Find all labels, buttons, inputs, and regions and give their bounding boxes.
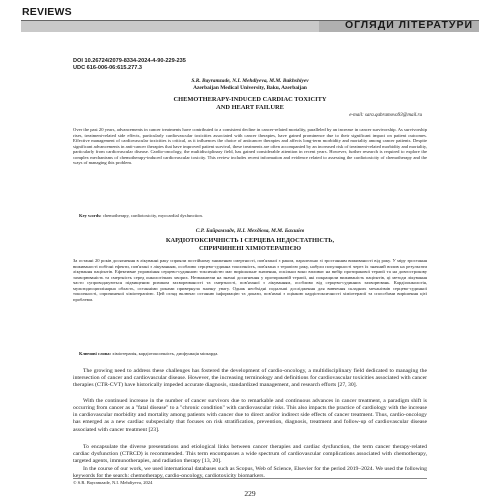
section-label-en: REVIEWS (22, 6, 72, 18)
keywords-en-label: Key words: (79, 213, 102, 218)
title-uk-line1: КАРДІОТОКСИЧНІСТЬ І СЕРЦЕВА НЕДОСТАТНІСТЬ, (165, 237, 335, 244)
body-paragraph-3: To encapsulate the diverse presentations and etiological links between cancer therapies and cardiac dysfunction, the term cancer therapy-related cardiac dysfunction (CTRCD) is recommended. This term encompasses a wide spectrum of cardiovascular complications associated with chemotherapy, targeted agents, immunotherapies, and radiation therapy [13, 20]. (73, 444, 427, 465)
keywords-uk (79, 351, 427, 357)
copyright: © S.R. Bayramzade, N.I. Mehdiyeva, 2024 (73, 480, 153, 485)
authors-uk: С.Р. Байрамзаде, Н.І. Мехдієва, М.М. Бахшієв (195, 228, 305, 234)
page-number: 229 (244, 489, 256, 498)
footer-rule (73, 478, 427, 479)
journal-header (21, 6, 479, 32)
email: e-mail: sara.qabramova93@mail.ru (349, 113, 422, 118)
keywords-en (79, 213, 427, 219)
body-paragraph-4: In the course of our work, we used international databases such as Scopus, Web of Science, Elsevier for the period 2019–2024. We used the following keywords for the search: chemotherapy, cardio-oncology, cardiotoxicity biomarkers. (73, 466, 427, 480)
udc: UDC 616-006-06:615.277.3 (73, 65, 143, 71)
title-en-line2: AND HEART FAILURE (216, 104, 284, 111)
keywords-uk-label: Ключові слова: (79, 351, 112, 356)
authors-en: S.R. Bayramzade, N.I. Mehdiyeva, M.M. Bakhshiyev (191, 78, 309, 84)
body-paragraph-2: With the continued increase in the number of cancer survivors due to remarkable and continuous advances in cancer treatment, a paradigm shift is occurring from cancer as a "fatal disease" to a "chronic condition" with cardiovascular risks. This also impacts the practice of cardiology with the increase in cardiovascular morbidity and mortality among patients with cancer due to direct and/or indirect side effects of cancer treatment. Thus, cardio-oncology has emerged as a new cardiac subspecialty that focuses on risk stratification, prevention, diagnosis, treatment and follow-up of cardiovascular disease associated with cancer treatment [23]. (73, 398, 427, 433)
abstract-uk: За останні 20 років досягнення в лікуванні раку сприяли постійному зниженню смертності, пов'язаної з раком, паралельно зі зростанням виживаності від раку. У міру зростання виживаності побічні ефекти, пов'язані з лікуванням, особливо серцево-судинна токсичність, пов'язана з терапією раку, набули популярності через їх значний вплив на результати лікування пацієнтів. Ефективне управління серцево-судинною токсичністю має вирішальне значення, оскільки воно впливає на вибір протиракової терапії та на довгострокову захворюваність та смертність серед онкологічних хворих. Незважаючи на значні досягнення у протираковій терапії, які покращили виживаність пацієнтів, ці методи лікування часто супроводжуються підвищеним ризиком захворюваності та смертності, пов'язаної з лікуванням, особливо від серцево-судинних захворювань. Кардіоонкологія, мультидисциплінарна область, останніми роками привернула значну увагу. Однак необхідні подальші дослідження для вивчення складних механізмів серцево-судинної токсичності, спричиненої хіміотерапією. Цей огляд включає останню інформацію та докази, пов'язані з оцінкою кардіотоксичності хіміотерапії та способами вирішення цієї проблеми. (73, 258, 427, 302)
doi: DOI 10.26724/2079-8334-2024-4-90-229-235 (73, 58, 186, 64)
keywords-uk-text: хіміотерапія, кардіотоксичність, дисфункція міокарда. (112, 351, 219, 356)
section-label-uk: ОГЛЯДИ ЛІТЕРАТУРИ (344, 19, 473, 31)
title-uk-line2: СПРИЧИНЕНІ ХІМІОТЕРАПІЄЮ (198, 245, 302, 252)
title-en-line1: CHEMOTHERAPY-INDUCED CARDIAC TOXICITY (173, 96, 327, 103)
affiliation-en: Azerbaijan Medical University, Baku, Azerbaijan (193, 85, 307, 91)
abstract-en: Over the past 20 years, advancements in cancer treatments have contributed to a consistent decline in cancer-related mortality, paralleled by an increase in cancer survivorship. As survivorship rises, treatment-related side effects, particularly cardiovascular toxicities associated with cancer therapies, have gained prominence due to their significant impact on patient outcomes. Effective management of cardiovascular toxicities is critical, as it influences the choice of anticancer therapies and affects long-term morbidity and mortality among cancer patients. Despite significant advancements in anti-cancer therapies that have improved patient survival, these treatments are often accompanied by an increased risk of treatment-related morbidity and mortality, particularly from cardiovascular disease. Cardio-oncology, the multidisciplinary field, has gained considerable attention in recent years. However, further research is required to explore the complex mechanisms of chemotherapy-induced cardiovascular toxicity. This review includes recent information and evidence related to assessing the cardiotoxicity of chemotherapy and the ways of managing this problem. (73, 127, 427, 166)
keywords-en-text: chemotherapy, cardiotoxicity, myocardial dysfunction. (102, 213, 203, 218)
body-paragraph-1: The growing need to address these challenges has fostered the development of cardio-oncology, a multidisciplinary field dedicated to managing the intersection of cancer and cardiovascular disease. However, the increasing terminology and definitions for cardiovascular toxicities associated with cancer therapies (CTR-CVT) have historically impeded accurate diagnosis, standardized management, and research efforts [27, 30]. (73, 368, 427, 389)
